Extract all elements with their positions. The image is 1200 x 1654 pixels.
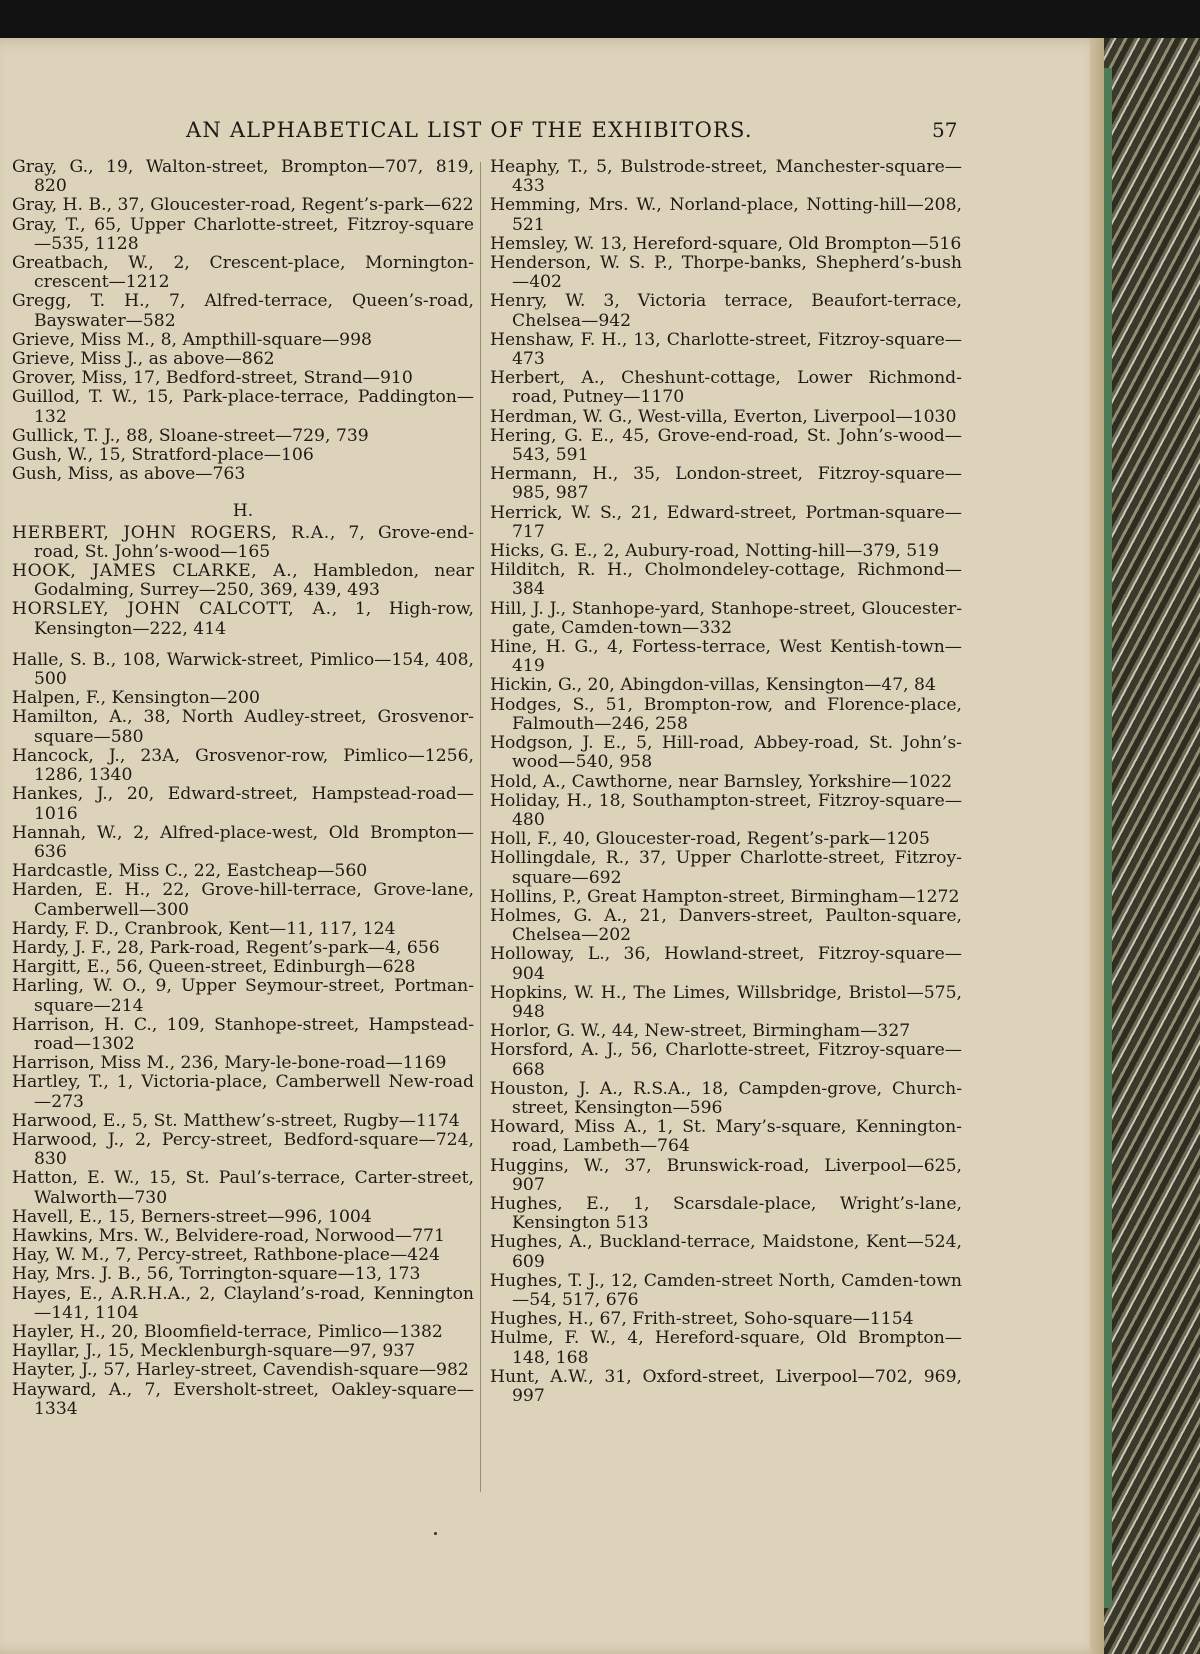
exhibitor-name: Gregg, T. H.	[12, 291, 145, 312]
exhibitor-details: , 44, New-street, Birmingham—327	[600, 1021, 911, 1042]
exhibitor-entry	[490, 734, 962, 772]
exhibitor-details: , 2, Alfred-place-west, Old Brompton—636	[34, 822, 474, 862]
exhibitor-name: Hollins, P.	[490, 886, 577, 907]
exhibitor-entry	[12, 1265, 474, 1284]
exhibitor-entry	[12, 1342, 474, 1361]
exhibitor-details: , 22, Eastcheap—560	[182, 861, 368, 882]
exhibitor-details: , 23A, Grosvenor-row, Pimlico—1256, 1286, 1340	[34, 745, 474, 786]
exhibitor-entry	[12, 1073, 474, 1111]
exhibitor-details: , 21, Edward-street, Portman-square—717	[512, 502, 962, 542]
exhibitor-details: , 18, Southampton-street, Fitzroy-square—480	[512, 790, 963, 830]
exhibitor-name: Gray, T.	[12, 214, 81, 235]
exhibitor-details: , 1, High-row, Kensington—222, 414	[34, 599, 474, 639]
h-academician-entries-list	[12, 524, 474, 639]
exhibitor-entry	[12, 1381, 474, 1419]
exhibitor-entry	[490, 676, 962, 695]
exhibitor-details: , 236, Mary-le-bone-road—1169	[169, 1053, 447, 1074]
exhibitor-entry	[490, 638, 962, 676]
exhibitor-name: Hardcastle, Miss C.	[12, 861, 183, 882]
book-spread	[0, 38, 1200, 1654]
exhibitor-name: Halle, S. B.	[12, 649, 111, 670]
exhibitor-entry	[490, 1041, 962, 1079]
exhibitor-details: , 31, Oxford-street, Liverpool—702, 969, 997	[512, 1366, 962, 1406]
exhibitor-name: Hawkins, Mrs. W.	[12, 1225, 165, 1246]
exhibitor-name: Hay, Mrs. J. B.	[12, 1264, 136, 1285]
exhibitor-details: , 19, Walton-street, Brompton—707, 819, 820	[34, 157, 474, 197]
exhibitor-entry	[12, 785, 474, 823]
exhibitor-details: , 9, Upper Seymour-street, Portman-square—214	[34, 976, 475, 1016]
exhibitor-name: Hulme, F. W.	[490, 1328, 611, 1349]
exhibitor-entry	[490, 504, 962, 542]
exhibitor-details: , 57, Harley-street, Cavendish-square—982	[92, 1360, 469, 1381]
exhibitor-details: , 7, Alfred-terrace, Queen’s-road, Bayswater—582	[34, 291, 474, 331]
exhibitor-details: , West-villa, Everton, Liverpool—1030	[627, 406, 957, 427]
exhibitor-details: , 2, Percy-street, Bedford-square—724, 830	[34, 1129, 474, 1170]
exhibitor-name: Gush, W.	[12, 445, 88, 466]
exhibitor-name: Holiday, H.	[490, 790, 588, 811]
exhibitor-name: Hayler, H.	[12, 1321, 101, 1342]
exhibitor-name: Henry, W.	[490, 291, 586, 312]
exhibitor-entry	[490, 1310, 962, 1329]
exhibitor-details: , 15, St. Paul’s-terrace, Carter-street, Walworth—730	[34, 1168, 474, 1208]
ink-speck	[434, 1532, 437, 1535]
exhibitor-name: Grieve, Miss J.	[12, 349, 138, 370]
page-header-title: AN ALPHABETICAL LIST OF THE EXHIBITORS.	[186, 118, 753, 142]
marbled-cover	[1104, 38, 1200, 1654]
exhibitor-name: Hardy, J. F.	[12, 937, 106, 958]
exhibitor-details: , 88, Sloane-street—729, 739	[115, 425, 369, 446]
exhibitor-entry	[12, 1361, 474, 1380]
exhibitor-entry	[490, 849, 962, 887]
exhibitor-details: , 7, Percy-street, Rathbone-place—424	[104, 1245, 440, 1266]
exhibitor-details: , 1, Victoria-place, Camberwell New-road—273	[34, 1072, 474, 1112]
exhibitor-details: , 20, Edward-street, Hampstead-road—1016	[34, 784, 474, 824]
exhibitor-entry	[490, 792, 962, 830]
exhibitor-name: Heaphy, T.	[490, 157, 583, 177]
exhibitor-name: Hughes, A.	[490, 1232, 588, 1253]
exhibitor-details: , Cheshunt-cottage, Lower Richmond-road, Putney—1170	[512, 368, 962, 408]
exhibitor-entry	[12, 1323, 474, 1342]
exhibitor-name: Hemming, Mrs. W.	[490, 195, 657, 216]
exhibitor-entry	[490, 427, 962, 465]
exhibitor-details: , Thorpe-banks, Shepherd’s-bush—402	[512, 253, 962, 293]
exhibitor-name: Hay, W. M.	[12, 1245, 105, 1266]
exhibitor-name: Holloway, L.	[490, 944, 605, 965]
exhibitor-details: , 13, Charlotte-street, Fitzroy-square—473	[512, 329, 962, 370]
exhibitor-name: Hayward, A.	[12, 1379, 127, 1400]
exhibitor-details: , as above—763	[108, 464, 246, 485]
exhibitor-entry	[490, 158, 962, 196]
exhibitor-name: Hamilton, A.	[12, 707, 128, 728]
exhibitor-name: Holl, F.	[490, 829, 552, 850]
exhibitor-name: Herbert, A.	[490, 368, 600, 389]
exhibitor-details: , Cawthorne, near Barnsley, Yorkshire—1022	[560, 771, 953, 792]
exhibitor-details: , 15, Mecklenburgh-square—97, 937	[96, 1341, 416, 1362]
exhibitor-name: HOOK, JAMES CLARKE, A.	[12, 561, 293, 582]
exhibitor-details: , 108, Warwick-street, Pimlico—154, 408, 500	[34, 649, 474, 690]
exhibitor-details: , Hambledon, near Godalming, Surrey—250, 369, 439, 493	[34, 561, 474, 601]
exhibitor-entry	[12, 651, 474, 689]
exhibitor-entry	[12, 446, 474, 465]
exhibitor-name: Harwood, E.	[12, 1110, 121, 1131]
exhibitor-details: , 15, Park-place-terrace, Paddington—132	[34, 387, 474, 427]
exhibitor-entry	[12, 1112, 474, 1131]
exhibitor-details: , The Limes, Willsbridge, Bristol—575, 948	[512, 982, 962, 1022]
exhibitor-entry	[12, 388, 474, 426]
exhibitor-details: , 22, Grove-hill-terrace, Grove-lane, Camberwell—300	[34, 880, 474, 920]
exhibitor-details: , 20, Abingdon-villas, Kensington—47, 84	[576, 675, 936, 696]
exhibitor-entry	[12, 1285, 474, 1323]
exhibitor-name: Hunt, A.W.	[490, 1366, 589, 1387]
exhibitor-details: , 8, Ampthill-square—998	[149, 329, 372, 350]
exhibitor-name: Hill, J. J.	[490, 598, 561, 619]
exhibitor-details: , 56, Torrington-square—13, 173	[135, 1264, 421, 1285]
page	[0, 38, 1104, 1654]
exhibitor-entry	[490, 1157, 962, 1195]
exhibitor-name: Holmes, G. A.	[490, 905, 623, 926]
exhibitor-name: Guillod, T. W.	[12, 387, 133, 408]
exhibitor-details: , Cranbrook, Kent—11, 117, 124	[113, 918, 396, 939]
exhibitor-name: Hancock, J.	[12, 745, 120, 766]
exhibitor-details: , 38, North Audley-street, Grosvenor-square—580	[34, 707, 474, 747]
exhibitor-details: , 4, Fortess-terrace, West Kentish-town—419	[512, 637, 962, 677]
exhibitor-entry	[12, 824, 474, 862]
exhibitor-details: , 2, Crescent-place, Mornington-crescent—1212	[34, 253, 474, 293]
exhibitor-name: Hatton, E. W.	[12, 1168, 135, 1189]
exhibitor-entry	[12, 939, 474, 958]
exhibitor-entry	[12, 600, 474, 638]
exhibitor-entry	[12, 977, 474, 1015]
exhibitor-details: , 5, Bulstrode-street, Manchester-square—433	[512, 157, 962, 197]
exhibitor-details: , Buckland-terrace, Maidstone, Kent—524, 609	[512, 1232, 962, 1272]
exhibitor-entry	[490, 408, 962, 427]
exhibitor-entry	[490, 907, 962, 945]
exhibitor-details: , Kensington—200	[100, 688, 260, 709]
exhibitor-entry	[490, 369, 962, 407]
exhibitor-name: Hine, H. G.	[490, 637, 594, 658]
exhibitor-name: Horlor, G. W.	[490, 1021, 601, 1042]
exhibitor-entry	[12, 1016, 474, 1054]
exhibitor-name: Gray, G.	[12, 157, 89, 177]
exhibitor-details: , Great Hampton-street, Birmingham—1272	[576, 886, 960, 907]
exhibitor-details: , 2, Aubury-road, Notting-hill—379, 519	[592, 541, 940, 562]
exhibitor-name: Gullick, T. J.	[12, 425, 116, 446]
exhibitor-entry	[490, 196, 962, 234]
exhibitor-details: , 2, Clayland’s-road, Kennington—141, 1104	[34, 1283, 474, 1323]
exhibitor-details: , 35, London-street, Fitzroy-square—985, 987	[512, 464, 962, 504]
exhibitor-details: , 45, Grove-end-road, St. John’s-wood—543, 591	[512, 425, 962, 466]
exhibitor-details: , Stanhope-yard, Stanhope-street, Gloucester-gate, Camden-town—332	[512, 598, 962, 638]
exhibitor-details: , 40, Gloucester-road, Regent’s-park—1205	[551, 829, 930, 850]
exhibitor-entry	[490, 542, 962, 561]
exhibitor-name: Hughes, E.	[490, 1193, 605, 1214]
exhibitor-entry	[12, 1169, 474, 1207]
exhibitor-name: HORSLEY, JOHN CALCOTT, A.	[12, 599, 332, 620]
exhibitor-name: Harling, W. O.	[12, 976, 141, 997]
exhibitor-entry	[12, 254, 474, 292]
exhibitor-name: Hering, G. E.	[490, 425, 609, 446]
exhibitor-entry	[12, 708, 474, 746]
exhibitor-name: Hartley, T.	[12, 1072, 104, 1093]
exhibitor-name: Hold, A.	[490, 771, 561, 792]
exhibitor-details: , 12, Camden-street North, Camden-town—54, 517, 676	[512, 1270, 962, 1310]
exhibitor-entry	[12, 881, 474, 919]
exhibitor-entry	[12, 562, 474, 600]
exhibitor-name: Halpen, F.	[12, 688, 101, 709]
exhibitor-entry	[490, 292, 962, 330]
column-divider	[480, 162, 481, 1492]
exhibitor-name: Henderson, W. S. P.	[490, 253, 668, 274]
exhibitor-details: , 51, Brompton-row, and Florence-place, Falmouth—246, 258	[512, 694, 962, 734]
exhibitor-details: , 4, Hereford-square, Old Brompton—148, 168	[512, 1328, 962, 1368]
exhibitor-details: 3, Victoria terrace, Beaufort-terrace, Chelsea—942	[512, 291, 962, 331]
exhibitor-details: , 15, Stratford-place—106	[87, 445, 314, 466]
exhibitor-details: , 37, Upper Charlotte-street, Fitzroy-square—692	[512, 848, 962, 888]
exhibitor-entry	[490, 1272, 962, 1310]
exhibitor-entry	[490, 1368, 962, 1406]
exhibitor-entry	[490, 465, 962, 503]
exhibitor-details: , 5, St. Matthew’s-street, Rugby—1174	[120, 1110, 460, 1131]
exhibitor-name: Gush, Miss	[12, 464, 109, 485]
left-column	[12, 158, 474, 1419]
exhibitor-entry	[490, 830, 962, 849]
exhibitor-name: Hodgson, J. E.	[490, 733, 622, 754]
exhibitor-name: Hankes, J.	[12, 784, 108, 805]
exhibitor-details: , 7, Eversholt-street, Oakley-square—1334	[34, 1379, 474, 1419]
exhibitor-entry	[490, 235, 962, 254]
exhibitor-details: , 65, Upper Charlotte-street, Fitzroy-square—535, 1128	[34, 214, 474, 254]
exhibitor-name: Hodges, S.	[490, 694, 590, 715]
exhibitor-name: Herrick, W. S.	[490, 502, 617, 523]
exhibitor-entry	[490, 1080, 962, 1118]
exhibitor-entry	[12, 1054, 474, 1073]
exhibitor-name: Henshaw, F. H.	[490, 329, 622, 350]
exhibitor-entry	[490, 561, 962, 599]
exhibitor-entry	[490, 773, 962, 792]
right-column	[490, 158, 962, 1406]
exhibitor-entry	[12, 689, 474, 708]
exhibitor-name: Huggins, W.	[490, 1155, 604, 1176]
exhibitor-entry	[12, 427, 474, 446]
exhibitor-details: , 1, St. Mary’s-square, Kennington-road, Lambeth—764	[512, 1117, 962, 1157]
page-edge	[1090, 38, 1104, 1654]
exhibitor-entry	[12, 158, 474, 196]
exhibitor-details: , Belvidere-road, Norwood—771	[164, 1225, 445, 1246]
exhibitor-name: Herdman, W. G.	[490, 406, 628, 427]
exhibitor-entry	[12, 292, 474, 330]
exhibitor-entry	[12, 1227, 474, 1246]
right-entries-list	[490, 158, 962, 1406]
exhibitor-entry	[12, 1131, 474, 1169]
exhibitor-details: , 20, Bloomfield-terrace, Pimlico—1382	[100, 1321, 443, 1342]
exhibitor-name: Hermann, H.	[490, 464, 613, 485]
exhibitor-details: 13, Hereford-square, Old Brompton—516	[594, 233, 962, 254]
exhibitor-name: Hayllar, J.	[12, 1341, 97, 1362]
exhibitor-entry	[12, 958, 474, 977]
exhibitor-name: Harwood, J.	[12, 1129, 119, 1150]
exhibitor-name: HERBERT, JOHN ROGERS, R.A.	[12, 522, 330, 543]
exhibitor-name: Grover, Miss	[12, 368, 123, 389]
exhibitor-details: , 1, Scarsdale-place, Wright’s-lane, Kensington 513	[512, 1193, 963, 1234]
exhibitor-details: , 5, Hill-road, Abbey-road, St. John’s-wood—540, 958	[512, 733, 962, 773]
exhibitor-name: Hicks, G. E.	[490, 541, 593, 562]
exhibitor-name: Hardy, F. D.	[12, 918, 114, 939]
exhibitor-entry	[12, 1246, 474, 1265]
exhibitor-name: Howard, Miss A.	[490, 1117, 642, 1138]
exhibitor-name: Greatbach, W.	[12, 253, 149, 274]
exhibitor-entry	[12, 196, 474, 215]
exhibitor-name: Hughes, T. J.	[490, 1270, 600, 1291]
exhibitor-entry	[490, 1118, 962, 1156]
cover-binding-band	[1104, 68, 1112, 1608]
exhibitor-entry	[490, 1195, 962, 1233]
exhibitor-details: , 7, Grove-end-road, St. John’s-wood—165	[34, 522, 474, 562]
exhibitor-name: Horsford, A. J.	[490, 1040, 618, 1061]
exhibitor-entry	[12, 369, 474, 388]
exhibitor-entry	[490, 945, 962, 983]
exhibitor-name: Hollingdale, R.	[490, 848, 625, 869]
g-entries-list	[12, 158, 474, 484]
exhibitor-name: Grieve, Miss M.	[12, 329, 150, 350]
exhibitor-entry	[490, 1329, 962, 1367]
exhibitor-details: , 28, Park-road, Regent’s-park—4, 656	[106, 937, 440, 958]
exhibitor-entry	[12, 920, 474, 939]
exhibitor-entry	[490, 696, 962, 734]
exhibitor-details: , 36, Howland-street, Fitzroy-square—904	[512, 944, 962, 984]
h-entries-list	[12, 651, 474, 1419]
exhibitor-entry	[12, 465, 474, 484]
exhibitor-name: Hughes, H.	[490, 1309, 589, 1330]
exhibitor-name: Harrison, H. C.	[12, 1014, 152, 1035]
exhibitor-details: , as above—862	[137, 349, 275, 370]
section-letter-h: H.	[232, 501, 254, 522]
exhibitor-entry	[490, 888, 962, 907]
exhibitor-entry	[12, 331, 474, 350]
page-number: 57	[932, 118, 958, 142]
exhibitor-details: , Cholmondeley-cottage, Richmond—384	[512, 560, 962, 600]
exhibitor-name: Hopkins, W. H.	[490, 982, 622, 1003]
exhibitor-entry	[12, 524, 474, 562]
exhibitor-entry	[12, 350, 474, 369]
exhibitor-name: Hemsley, W.	[490, 233, 595, 254]
exhibitor-entry	[490, 600, 962, 638]
exhibitor-details: , Norland-place, Notting-hill—208, 521	[512, 195, 962, 235]
exhibitor-details: , 21, Danvers-street, Paulton-square, Chelsea—202	[512, 905, 962, 946]
exhibitor-name: Hickin, G.	[490, 675, 577, 696]
exhibitor-name: Harden, E. H.	[12, 880, 146, 901]
exhibitor-entry	[12, 216, 474, 254]
exhibitor-name: Houston, J. A., R.S.A.	[490, 1078, 686, 1099]
exhibitor-details: , 109, Stanhope-street, Hampstead-road—1302	[34, 1014, 475, 1054]
exhibitor-name: Hilditch, R. H.	[490, 560, 628, 581]
exhibitor-name: Harrison, Miss M.	[12, 1053, 170, 1074]
exhibitor-entry	[490, 1022, 962, 1041]
exhibitor-details: , 17, Bedford-street, Strand—910	[122, 368, 413, 389]
exhibitor-name: Hayes, E., A.R.H.A.	[12, 1283, 186, 1304]
exhibitor-details: , 18, Campden-grove, Church-street, Kensington—596	[512, 1078, 962, 1118]
exhibitor-details: , 37, Gloucester-road, Regent’s-park—622	[106, 195, 474, 216]
exhibitor-name: Gray, H. B.	[12, 195, 107, 216]
exhibitor-entry	[490, 331, 962, 369]
exhibitor-name: Havell, E.	[12, 1206, 98, 1227]
exhibitor-details: , 37, Brunswick-road, Liverpool—625, 907	[512, 1155, 962, 1195]
exhibitor-entry	[12, 1208, 474, 1227]
exhibitor-name: Hayter, J.	[12, 1360, 93, 1381]
exhibitor-entry	[490, 984, 962, 1022]
exhibitor-details: , 56, Queen-street, Edinburgh—628	[104, 957, 416, 978]
exhibitor-details: , 15, Berners-street—996, 1004	[97, 1206, 372, 1227]
exhibitor-entry	[12, 862, 474, 881]
exhibitor-entry	[490, 254, 962, 292]
exhibitor-entry	[490, 1233, 962, 1271]
exhibitor-name: Hannah, W.	[12, 822, 117, 843]
exhibitor-details: , 67, Frith-street, Soho-square—1154	[588, 1309, 914, 1330]
exhibitor-name: Hargitt, E.	[12, 957, 105, 978]
exhibitor-details: , 56, Charlotte-street, Fitzroy-square—668	[512, 1040, 962, 1080]
exhibitor-entry	[12, 747, 474, 785]
